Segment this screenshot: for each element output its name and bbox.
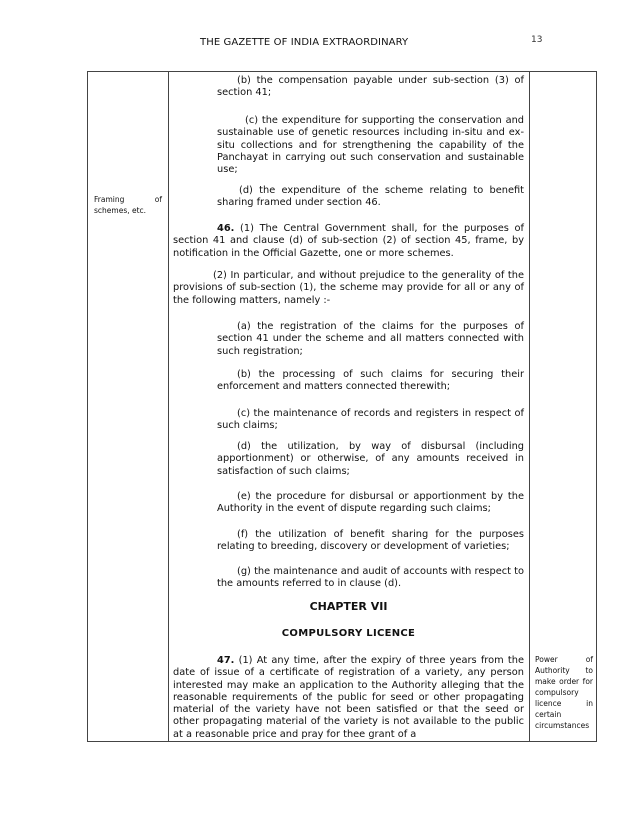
item-a: (a) the registration of the claims for the purposes of section 41 under the scheme and all matters connected with such registration; [217, 321, 524, 357]
margin-note-compulsory-licence: Power of Authority to make order for compulsory licence in certain circumstances [535, 655, 593, 730]
item-d: (d) the utilization, by way of disbursal (including apportionment) or otherwise, of any amounts received in satisfaction of such claims; [217, 441, 524, 477]
chapter-title: COMPULSORY LICENCE [281, 628, 416, 639]
section-47-1-text: (1) At any time, after the expiry of three years from the date of issue of a certificate of registration of a variety, any person interested may make an application to the Authority alleging that the reasonable requirements of the public for seed or other propagating material of the variety have not been satisfied or that the seed or other propagating material of the variety is not available to the public at a reasonable price and pray for thee grant of a [173, 655, 524, 740]
clause-c: (c) the expenditure for supporting the conservation and sustainable use of genetic resources including in-situ and ex-situ collections and for strengthening the capability of the Panchayat in carrying out such conservation and sustainable use; [217, 115, 524, 176]
section-46-1 [173, 223, 524, 260]
chapter-heading: CHAPTER VII [309, 600, 388, 613]
margin-note-framing: Framing of schemes, etc. [94, 195, 162, 215]
statute-table [87, 71, 597, 742]
item-b: (b) the processing of such claims for securing their enforcement and matters connected therewith; [217, 369, 524, 393]
section-47-number: 47. [217, 655, 235, 666]
item-e: (e) the procedure for disbursal or apportionment by the Authority in the event of dispute regarding such claims; [217, 491, 524, 515]
clause-d: (d) the expenditure of the scheme relating to benefit sharing framed under section 46. [217, 185, 524, 209]
item-c: (c) the maintenance of records and registers in respect of such claims; [217, 408, 524, 432]
item-f: (f) the utilization of benefit sharing for the purposes relating to breeding, discovery or development of varieties; [217, 529, 524, 553]
page-header [0, 37, 638, 51]
gazette-title: THE GAZETTE OF INDIA EXTRAORDINARY [200, 37, 409, 48]
section-46-1-text: (1) The Central Government shall, for the purposes of section 41 and clause (d) of sub-section (2) of section 45, frame, by notification in the Official Gazette, one or more schemes. [173, 223, 524, 259]
column-divider-right [529, 72, 530, 741]
column-divider-left [168, 72, 169, 741]
section-46-number: 46. [217, 223, 235, 234]
section-46-2: (2) In particular, and without prejudice to the generality of the provisions of sub-section (1), the scheme may provide for all or any of the following matters, namely :- [173, 270, 524, 306]
item-g: (g) the maintenance and audit of accounts with respect to the amounts referred to in clause (d). [217, 566, 524, 590]
section-47-1 [173, 655, 524, 741]
page-number: 13 [531, 35, 543, 45]
clause-b: (b) the compensation payable under sub-section (3) of section 41; [217, 75, 524, 99]
